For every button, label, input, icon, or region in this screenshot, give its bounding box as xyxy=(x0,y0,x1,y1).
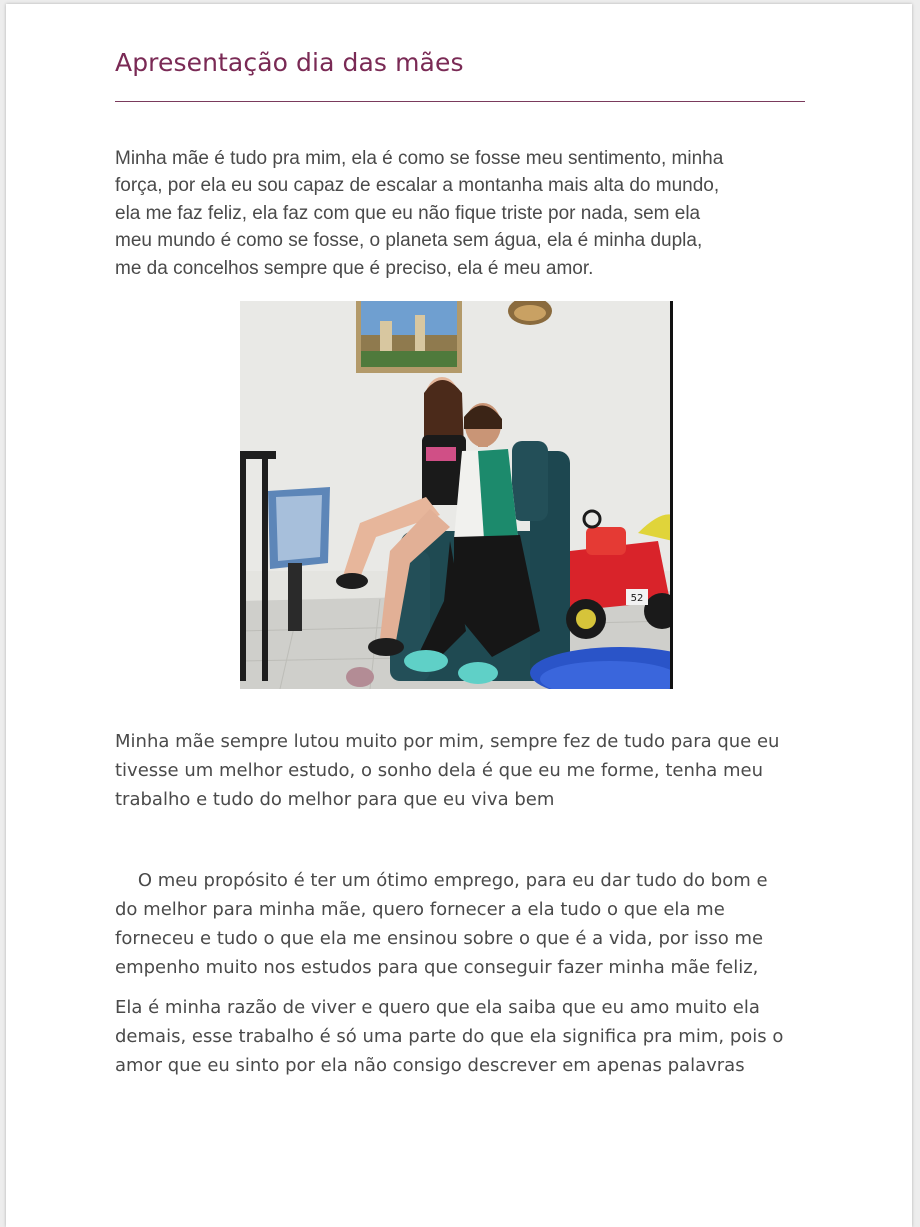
text-line: Ela é minha razão de viver e quero que ela saiba que eu amo muito ela xyxy=(115,997,760,1018)
text-line: meu mundo é como se fosse, o planeta sem água, ela é minha dupla, xyxy=(115,230,703,252)
toy-car-plate: 52 xyxy=(630,593,644,604)
text-line: trabalho e tudo do melhor para que eu viva bem xyxy=(115,789,555,810)
text-line: me da concelhos sempre que é preciso, ela é meu amor. xyxy=(115,257,594,279)
text-line: Minha mãe sempre lutou muito por mim, sempre fez de tudo para que eu xyxy=(115,731,780,752)
page-title: Apresentação dia das mães xyxy=(115,48,464,77)
paragraph-3 xyxy=(115,866,835,1080)
text-line: ela me faz feliz, ela faz com que eu não fique triste por nada, sem ela xyxy=(115,202,701,224)
family-photo xyxy=(240,301,673,689)
paragraph-2 xyxy=(115,727,835,814)
text-line: forneceu e tudo o que ela me ensinou sobre o que é a vida, por isso me xyxy=(115,928,764,949)
title-divider xyxy=(115,101,805,102)
text-line: tivesse um melhor estudo, o sonho dela é que eu me forme, tenha meu xyxy=(115,760,764,781)
text-line: força, por ela eu sou capaz de escalar a montanha mais alta do mundo, xyxy=(115,175,720,197)
document-page xyxy=(6,4,912,1227)
text-line: O meu propósito é ter um ótimo emprego, para eu dar tudo do bom e xyxy=(115,870,768,891)
text-line: Minha mãe é tudo pra mim, ela é como se fosse meu sentimento, minha xyxy=(115,148,724,169)
text-line: demais, esse trabalho é só uma parte do que ela significa pra mim, pois o xyxy=(115,1026,784,1047)
text-line: amor que eu sinto por ela não consigo descrever em apenas palavras xyxy=(115,1055,745,1076)
text-line: do melhor para minha mãe, quero fornecer a ela tudo o que ela me xyxy=(115,899,725,920)
paragraph-1 xyxy=(115,145,815,282)
paragraph-gap xyxy=(115,982,835,993)
text-line: empenho muito nos estudos para que conseguir fazer minha mãe feliz, xyxy=(115,957,759,978)
